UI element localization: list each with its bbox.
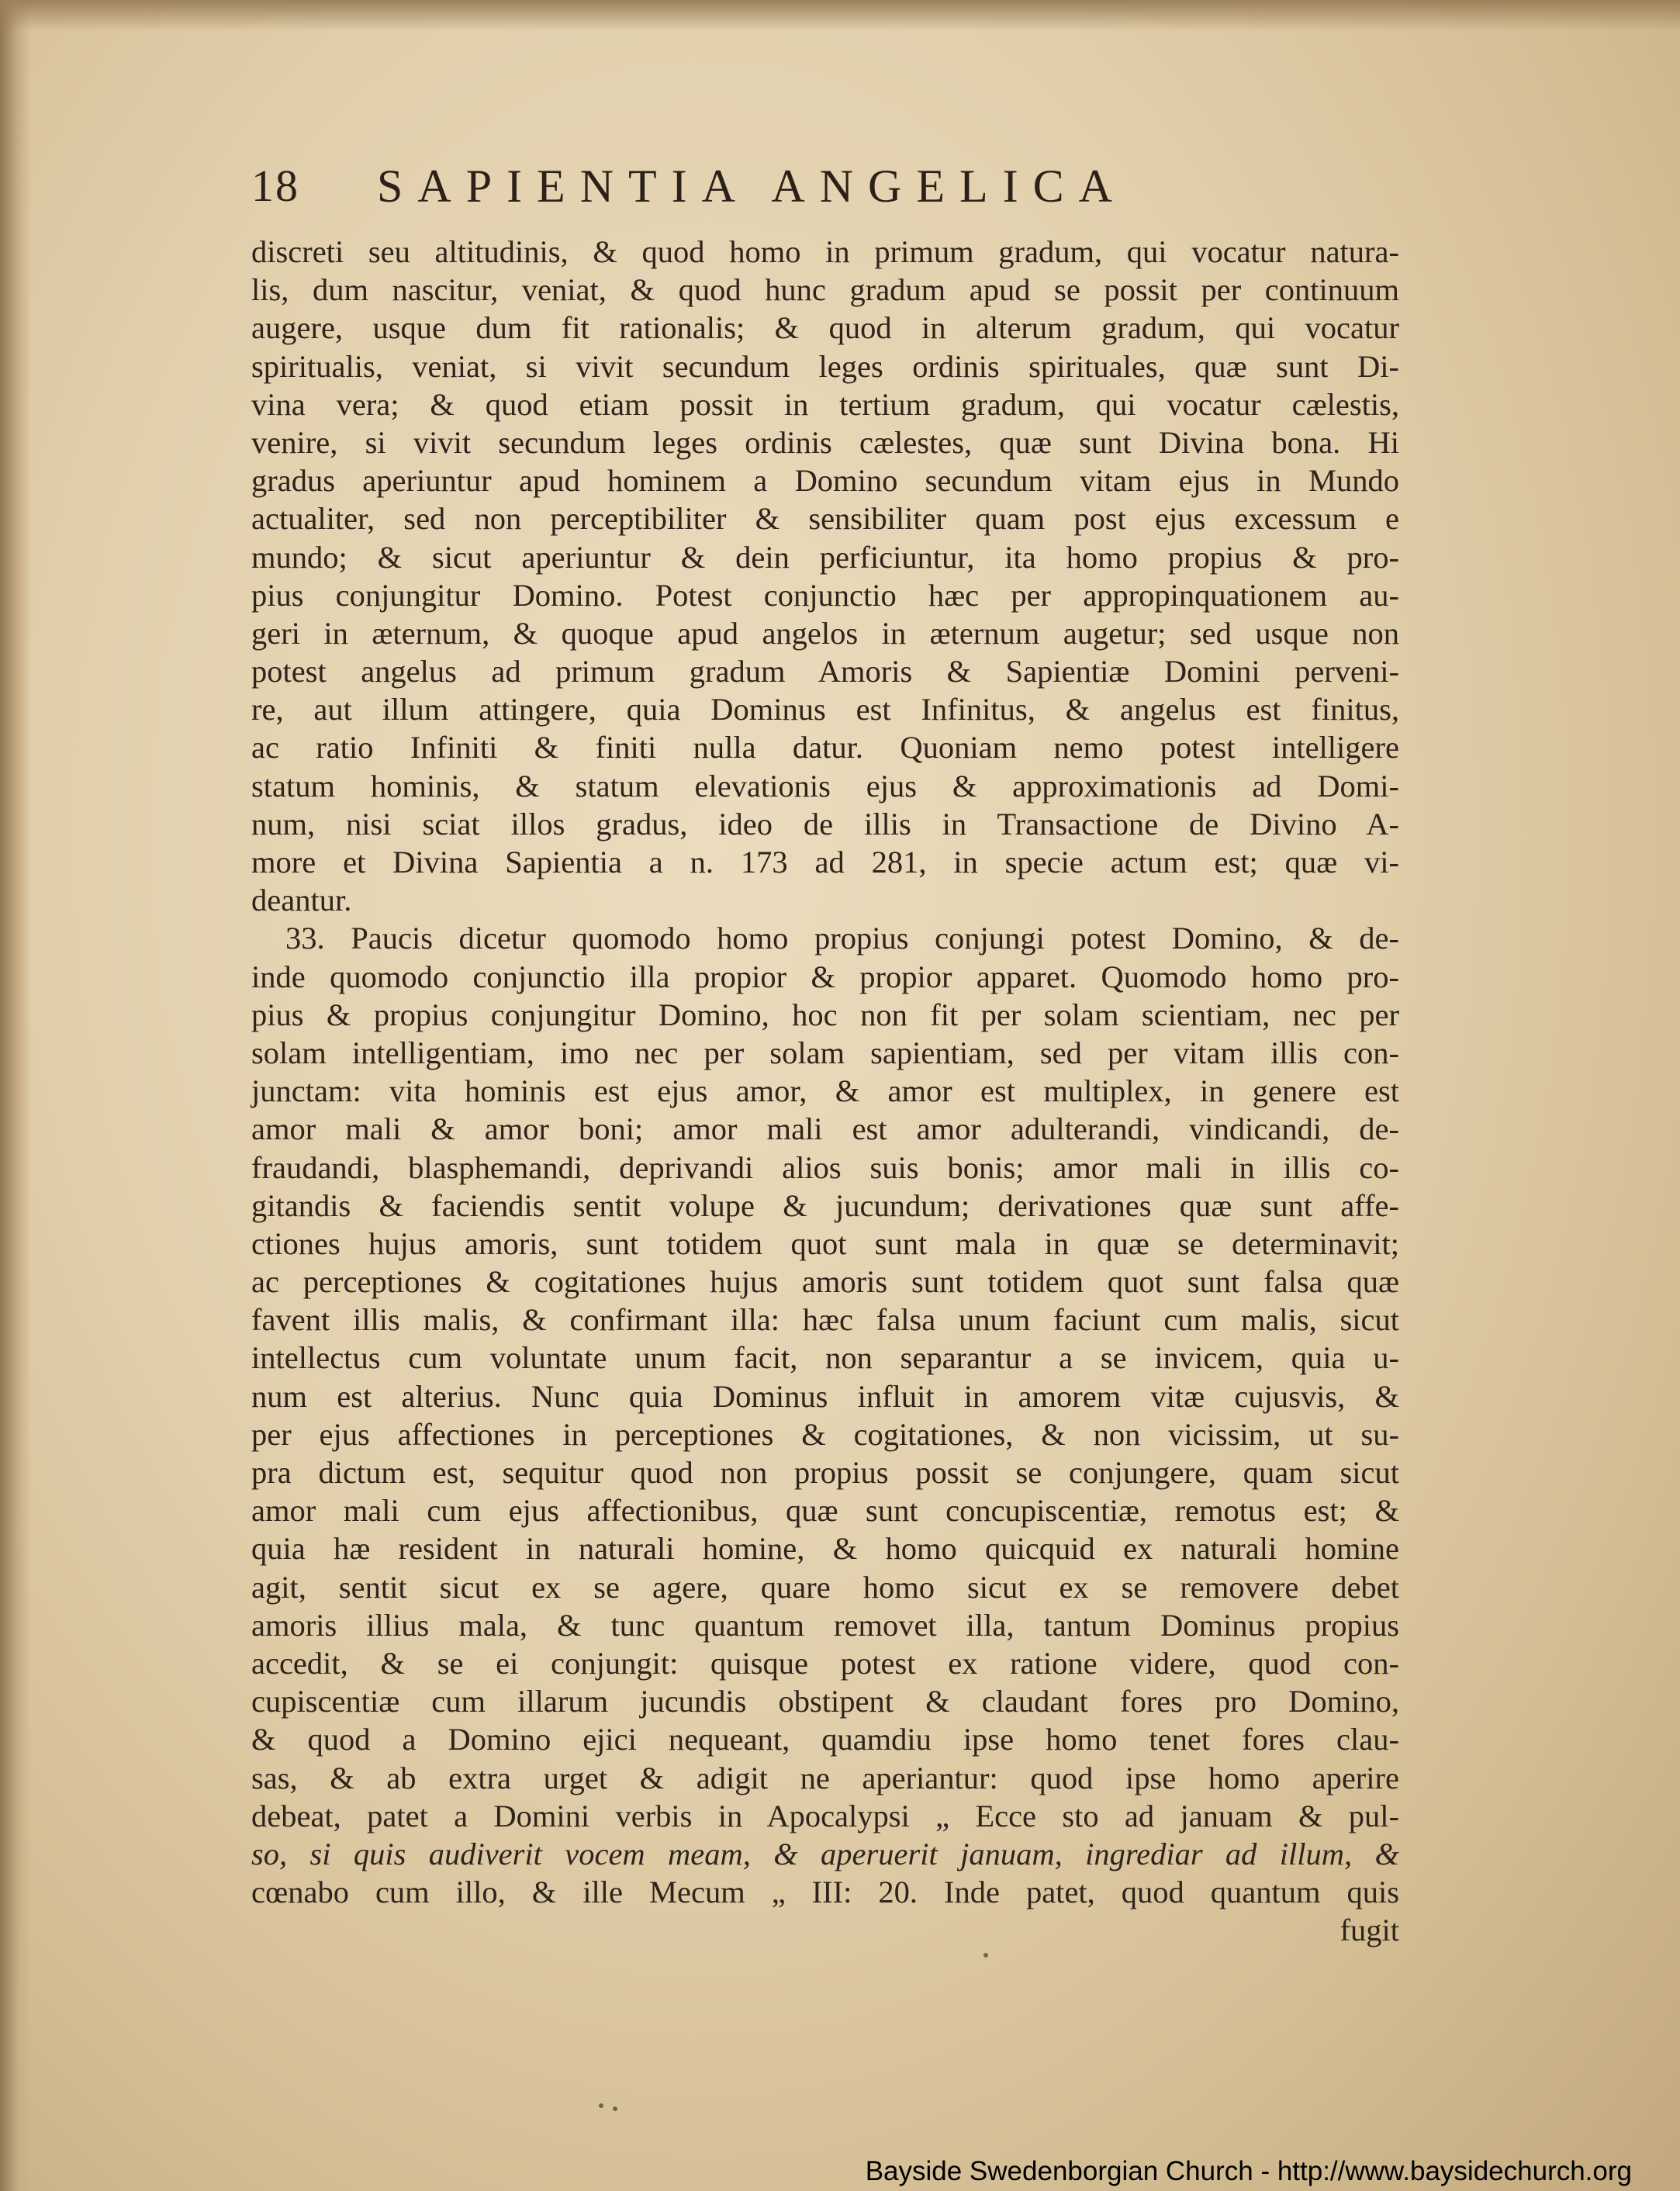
text-line: lis, dum nascitur, veniat, & quod hunc gradum apud se possit per continuum [251,272,1399,308]
text-line: venire, si vivit secundum leges ordinis cælestes, quæ sunt Divina bona. Hi [251,424,1399,460]
catchword: fugit [1340,1913,1399,1948]
page-number: 18 [251,161,299,211]
text-line: pra dictum est, sequitur quod non propius possit se conjungere, quam sicut [251,1455,1399,1490]
text-line: pius conjungitur Domino. Potest conjunctio hæc per appropinquationem au- [251,577,1399,613]
text-line: statum hominis, & statum elevationis ejus & approximationis ad Domi- [251,768,1399,803]
text-line: cupiscentiæ cum illarum jucundis obstipent & claudant fores pro Domino, [251,1684,1399,1719]
text-line: quia hæ resident in naturali homine, & homo quicquid ex naturali homine [251,1531,1399,1567]
text-line: spiritualis, veniat, si vivit secundum leges ordinis spirituales, quæ sunt Di- [251,348,1399,384]
text-line: amoris illius mala, & tunc quantum removet illa, tantum Dominus propius [251,1607,1399,1643]
text-line: ac ratio Infiniti & finiti nulla datur. Quoniam nemo potest intelligere [251,730,1399,765]
text-line: junctam: vita hominis est ejus amor, & amor est multiplex, in genere est [251,1073,1399,1109]
text-line: num est alterius. Nunc quia Dominus influit in amorem vitæ cujusvis, & [251,1378,1399,1414]
text-line: accedit, & se ei conjungit: quisque potest ex ratione videre, quod con- [251,1645,1399,1681]
running-title: SAPIENTIA ANGELICA [377,161,1127,212]
body-text [251,233,1399,1949]
text-line: mundo; & sicut aperiuntur & dein perficiuntur, ita homo propius & pro- [251,539,1399,575]
text-line: & quod a Domino ejici nequeant, quamdiu ipse homo tenet fores clau- [251,1722,1399,1757]
ink-speck [599,2103,603,2108]
ink-speck [613,2106,617,2111]
text-line: sas, & ab extra urget & adigit ne aperiantur: quod ipse homo aperire [251,1760,1399,1795]
text-line: solam intelligentiam, imo nec per solam sapientiam, sed per vitam illis con- [251,1035,1399,1070]
paragraph-33-start: 33. Paucis dicetur quomodo homo propius conjungi potest Domino, & de- [285,921,1399,956]
text-line-italic-quote: so, si quis audiverit vocem meam, & aperuerit januam, ingrediar ad illum, & [251,1836,1399,1871]
text-line: inde quomodo conjunctio illa propior & propior apparet. Quomodo homo pro- [251,959,1399,994]
text-line: gitandis & faciendis sentit volupe & jucundum; derivationes quæ sunt affe- [251,1187,1399,1223]
text-line: re, aut illum attingere, quia Dominus est Infinitus, & angelus est finitus, [251,692,1399,727]
text-line: actualiter, sed non perceptibiliter & sensibiliter quam post ejus excessum e [251,501,1399,537]
text-line: agit, sentit sicut ex se agere, quare homo sicut ex se removere debet [251,1569,1399,1605]
text-line: augere, usque dum fit rationalis; & quod in alterum gradum, qui vocatur [251,310,1399,346]
text-line: fraudandi, blasphemandi, deprivandi alios suis bonis; amor mali in illis co- [251,1149,1399,1185]
text-line: deantur. [251,883,352,918]
text-line: intellectus cum voluntate unum facit, non separantur a se invicem, quia u- [251,1340,1399,1376]
ink-speck [983,1953,988,1958]
text-line: debeat, patet a Domini verbis in Apocalypsi „ Ecce sto ad januam & pul- [251,1798,1399,1833]
text-line: ctiones hujus amoris, sunt totidem quot sunt mala in quæ se determinavit; [251,1225,1399,1261]
text-line: more et Divina Sapientia a n. 173 ad 281, in specie actum est; quæ vi- [251,845,1399,880]
text-line: pius & propius conjungitur Domino, hoc non fit per solam scientiam, nec per [251,997,1399,1032]
text-line: favent illis malis, & confirmant illa: hæc falsa unum faciunt cum malis, sicut [251,1302,1399,1338]
text-line: ac perceptiones & cogitationes hujus amoris sunt totidem quot sunt falsa quæ [251,1264,1399,1300]
text-line: per ejus affectiones in perceptiones & cogitationes, & non vicissim, ut su- [251,1416,1399,1452]
page-shadow-top [0,0,1680,31]
text-line: cœnabo cum illo, & ille Mecum „ III: 20. Inde patet, quod quantum quis [251,1875,1399,1910]
page-shadow-left [0,0,31,2191]
text-line: gradus aperiuntur apud hominem a Domino secundum vitam ejus in Mundo [251,463,1399,499]
text-line: geri in æternum, & quoque apud angelos in æternum augetur; sed usque non [251,615,1399,651]
page-header [251,160,1399,214]
text-line: potest angelus ad primum gradum Amoris & Sapientiæ Domini perveni- [251,654,1399,689]
text-line: amor mali & amor boni; amor mali est amor adulterandi, vindicandi, de- [251,1111,1399,1147]
watermark-credit: Bayside Swedenborgian Church - http://www.baysidechurch.org [865,2156,1632,2186]
text-line: amor mali cum ejus affectionibus, quæ sunt concupiscentiæ, remotus est; & [251,1493,1399,1529]
text-line: discreti seu altitudinis, & quod homo in primum gradum, qui vocatur natura- [251,234,1399,269]
text-line: num, nisi sciat illos gradus, ideo de illis in Transactione de Divino A- [251,806,1399,841]
text-line: vina vera; & quod etiam possit in tertium gradum, qui vocatur cælestis, [251,386,1399,422]
